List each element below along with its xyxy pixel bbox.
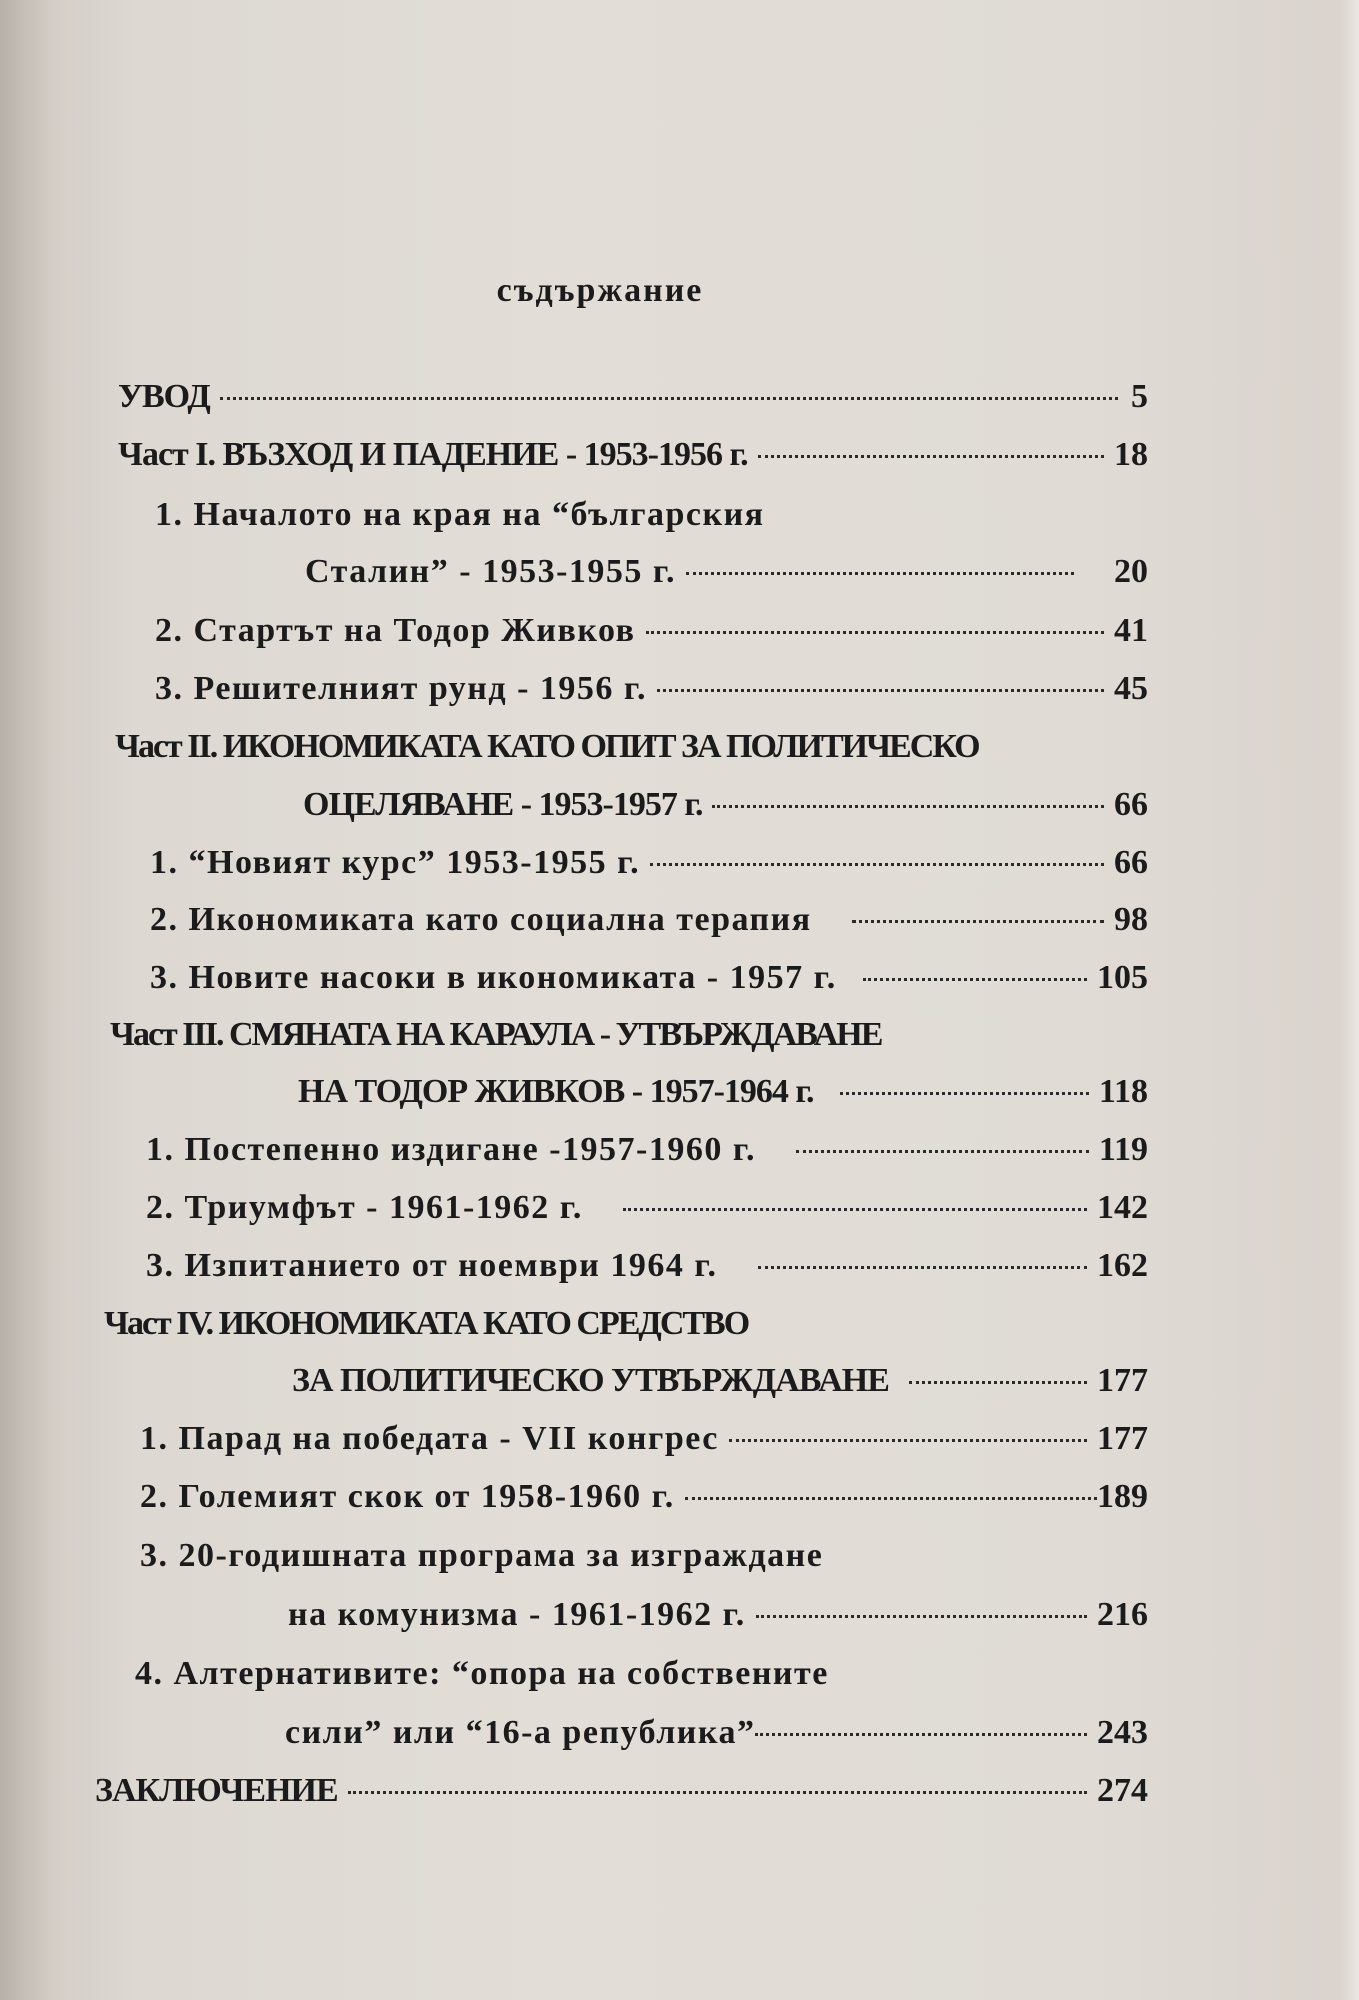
entry-label: 3. Новите насоки в икономиката - 1957 г.: [150, 959, 837, 996]
toc-entry-part-1: [118, 436, 1148, 474]
entry-label: 3. Изпитанието от ноември 1964 г.: [146, 1247, 718, 1284]
page-number: 41: [1114, 612, 1148, 649]
dot-leader: [729, 1439, 1087, 1442]
page-number: 118: [1098, 1073, 1148, 1110]
toc-entry-part-3-chapter-3: [146, 1247, 1148, 1285]
toc-entry-part-3-chapter-1: [146, 1131, 1148, 1169]
page-number: 274: [1097, 1772, 1148, 1809]
entry-label: ЗА ПОЛИТИЧЕСКО УТВЪРЖДАВАНЕ: [292, 1362, 889, 1399]
toc-entry-part-4-chapter-1: [140, 1420, 1148, 1458]
page-number: 177: [1097, 1420, 1148, 1457]
toc-entry-part-2-chapter-1: [150, 844, 1148, 882]
dot-leader: [840, 1092, 1089, 1095]
toc-entry-part-3-chapter-2: [146, 1189, 1148, 1227]
page-number: 5: [1131, 378, 1148, 415]
toc-entry-part-3: [298, 1073, 1148, 1111]
entry-label: 1. Постепенно издигане -1957-1960 г.: [146, 1131, 756, 1168]
entry-label: ЗАКЛЮЧЕНИЕ: [95, 1772, 338, 1809]
entry-label: 2. Икономиката като социална терапия: [150, 901, 812, 938]
page-number: 119: [1098, 1131, 1148, 1168]
page-number: 142: [1097, 1189, 1148, 1226]
page-number: 162: [1097, 1247, 1148, 1284]
entry-label: на комунизма - 1961-1962 г.: [288, 1596, 746, 1633]
entry-label: 3. Решителният рунд - 1956 г.: [155, 670, 648, 707]
page-number: 66: [1114, 844, 1148, 881]
page-number: 20: [1114, 553, 1148, 590]
entry-label: НА ТОДОР ЖИВКОВ - 1957-1964 г.: [298, 1073, 814, 1110]
toc-entry-part-4-chapter-4-line-1: 4. Алтернативите: “опора на собствените: [135, 1655, 829, 1692]
page-number: 45: [1114, 670, 1148, 707]
toc-entry-part-1-chapter-3: [155, 670, 1148, 708]
dot-leader: [650, 863, 1104, 866]
dot-leader: [755, 1733, 1087, 1736]
toc-entry-part-1-chapter-1-line-1: 1. Началото на края на “българския: [155, 496, 765, 533]
toc-entry-part-4-chapter-2: [140, 1478, 1148, 1516]
page-number: 216: [1097, 1596, 1148, 1633]
toc-entry-conclusion: [95, 1772, 1148, 1810]
toc-entry-part-2-chapter-3: [150, 959, 1148, 997]
toc-entry-part-2-chapter-2: [150, 901, 1148, 939]
entry-label: Сталин” - 1953-1955 г.: [305, 553, 677, 590]
toc-entry-part-1-chapter-1: [305, 553, 1148, 591]
dot-leader: [852, 920, 1104, 923]
page-number: 189: [1097, 1478, 1148, 1515]
dot-leader: [796, 1150, 1089, 1153]
toc-entry-part-3-line-1: Част III. СМЯНАТА НА КАРАУЛА - УТВЪРЖДАВАНЕ: [110, 1016, 882, 1053]
toc-entry-part-4-line-1: Част IV. ИКОНОМИКАТА КАТО СРЕДСТВО: [104, 1305, 749, 1342]
entry-label: ОЦЕЛЯВАНЕ - 1953-1957 г.: [303, 786, 703, 823]
dot-leader: [657, 689, 1104, 692]
dot-leader: [758, 1266, 1088, 1269]
entry-label: 1. “Новият курс” 1953-1955 г.: [150, 844, 641, 881]
toc-entry-part-2: [303, 786, 1148, 824]
entry-label: 1. Парад на победата - VII конгрес: [140, 1420, 719, 1457]
entry-label: Част I. ВЪЗХОД И ПАДЕНИЕ - 1953-1956 г.: [118, 436, 748, 473]
dot-leader: [686, 572, 1074, 575]
dot-leader: [348, 1791, 1087, 1794]
entry-label: 2. Стартът на Тодор Живков: [155, 612, 636, 649]
toc-entry-part-2-line-1: Част II. ИКОНОМИКАТА КАТО ОПИТ ЗА ПОЛИТИЧЕСКО: [115, 728, 979, 765]
dot-leader: [712, 805, 1104, 808]
entry-label: 2. Големият скок от 1958-1960 г.: [140, 1478, 675, 1515]
page-number: 105: [1097, 959, 1148, 996]
page-number: 98: [1114, 901, 1148, 938]
page-number: 177: [1097, 1362, 1148, 1399]
page-edge: [1339, 0, 1359, 2000]
dot-leader: [220, 397, 1118, 400]
toc-entry-intro: [118, 378, 1148, 416]
toc-title: съдържание: [496, 272, 704, 309]
entry-label: сили” или “16-а република”: [285, 1714, 756, 1751]
dot-leader: [756, 1615, 1087, 1618]
toc-entry-part-4: [292, 1362, 1148, 1400]
dot-leader: [685, 1497, 1097, 1500]
toc-entry-part-4-chapter-3: [288, 1596, 1148, 1634]
toc-entry-part-4-chapter-4: [285, 1714, 1148, 1752]
entry-label: УВОД: [118, 378, 210, 415]
entry-label: 2. Триумфът - 1961-1962 г.: [146, 1189, 583, 1226]
toc-entry-part-1-chapter-2: [155, 612, 1148, 650]
dot-leader: [623, 1208, 1087, 1211]
toc-entry-part-4-chapter-3-line-1: 3. 20-годишната програма за изграждане: [140, 1537, 824, 1574]
page-number: 18: [1114, 436, 1148, 473]
dot-leader: [646, 631, 1104, 634]
dot-leader: [863, 978, 1087, 981]
dot-leader: [758, 455, 1104, 458]
page-number: 243: [1097, 1714, 1148, 1751]
page-number: 66: [1114, 786, 1148, 823]
dot-leader: [909, 1381, 1087, 1384]
